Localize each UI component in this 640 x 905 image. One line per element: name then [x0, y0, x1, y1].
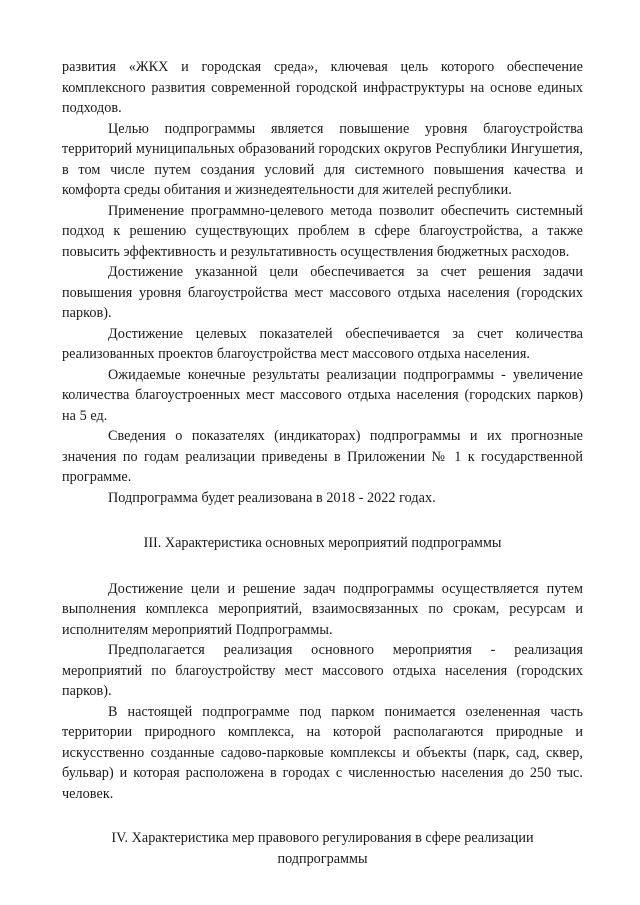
section-3-heading: III. Характеристика основных мероприятий подпрограммы	[143, 535, 502, 551]
paragraph-appendix-reference: Сведения о показателях (индикаторах) подпрограммы и их прогнозные значения по годам реализации приведены в Приложении № 1 к государственной программе.	[62, 428, 583, 485]
section-4-heading-line-1: IV. Характеристика мер правового регулирования в сфере реализации	[111, 830, 534, 846]
paragraph-goal: Целью подпрограммы является повышение уровня благоустройства территорий муниципальных образований городских округов Республики Ингушетия, в том числе путем создания условий для системного повышения качества и комфорта среды обитания и жизнедеятельности для жителей республики.	[62, 120, 583, 198]
paragraph-main-activity: Предполагается реализация основного мероприятия - реализация мероприятий по благоустройству мест массового отдыха населения (городских парков).	[62, 642, 583, 699]
paragraph-method: Применение программно-целевого метода позволит обеспечить системный подход к решению существующих проблем в сфере благоустройства, а также повысить эффективность и результативность осуществления бюджетных расходов.	[62, 202, 583, 260]
paragraph-measures: Достижение цели и решение задач подпрограммы осуществляется путем выполнения комплекса мероприятий, взаимосвязанных по срокам, ресурсам и исполнителям мероприятий Подпрограммы.	[62, 580, 583, 638]
section-4-heading-line-2: подпрограммы	[277, 850, 368, 867]
section-4-heading	[62, 828, 583, 869]
paragraph-period: Подпрограмма будет реализована в 2018 - 2022 годах.	[108, 489, 436, 506]
paragraph-indicators: Достижение целевых показателей обеспечивается за счет количества реализованных проектов благоустройства мест массового отдыха населения.	[62, 325, 583, 362]
document-page	[62, 57, 583, 869]
paragraph-expected-results: Ожидаемые конечные результаты реализации подпрограммы - увеличение количества благоустроенных мест массового отдыха населения (городских парков) на 5 ед.	[62, 366, 583, 424]
paragraph-continuation: развития «ЖКХ и городская среда», ключевая цель которого обеспечение комплексного развития современной городской инфраструктуры на основе единых подходов.	[62, 59, 583, 116]
paragraph-park-definition: В настоящей подпрограмме под парком понимается озелененная часть территории природного комплекса, на которой располагаются природные и искусственно созданные садово-парковые комплексы и объекты (парк, сад, сквер, бульвар) и которая расположена в городах с численностью населения до 250 тыс. человек.	[62, 703, 583, 802]
paragraph-task: Достижение указанной цели обеспечивается за счет решения задачи повышения уровня благоустройства мест массового отдыха населения (городских парков).	[62, 264, 583, 321]
